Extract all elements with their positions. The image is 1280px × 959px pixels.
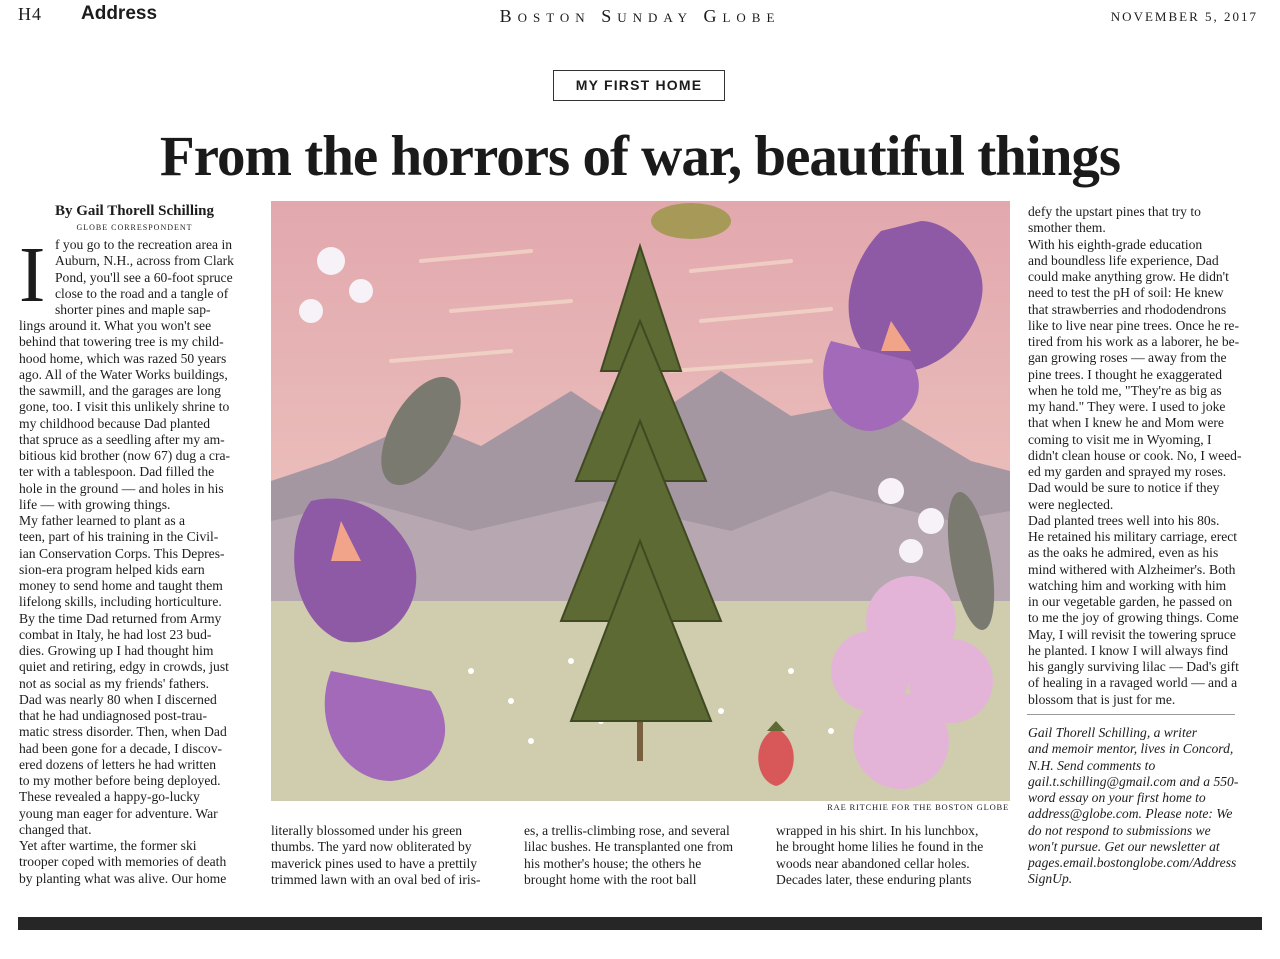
headline: From the horrors of war, beautiful things bbox=[159, 125, 1121, 188]
column-1-body: lings around it. What you won't see behind that towering tree is my child- hood home, which was razed 50 years ago. All of the Water Works buildings, the sawmill, and the garages are long gone, too. I visit this unlikely shrine to my childhood because Dad planted that spruce as a seedling after my am- bitious kid brother (now 67) dug a cra- ter with a tablespoon. Dad filled the hole in the ground — and holes in his life — with growing things. My father learned to plant as a teen, part of his training in the Civil- ian Conservation Corps. This Depres- sion-era program helped kids earn money to send home and taught them lifelong skills, including horticulture. By the time Dad returned from Army combat in Italy, he had lost 23 bud- dies. Growing up I had thought him quiet and retiring, edgy in crowds, just not as social as my friends' fathers. Dad was nearly 80 when I discerned that he had undiagnosed post-trau- matic stress disorder. Then, when Dad had been gone for a decade, I discov- ered dozens of letters he had written to my mother before being deployed. These revealed a happy-go-lucky young man eager for adventure. War changed that. Yet after wartime, the former ski trooper coped with memories of death by planting what was alive. Our home bbox=[19, 318, 231, 886]
masthead: Boston Sunday Globe bbox=[499, 6, 781, 26]
publication-date: NOVEMBER 5, 2017 bbox=[1110, 9, 1258, 24]
section-title: Address bbox=[81, 3, 158, 24]
drop-cap: I bbox=[19, 232, 46, 319]
column-2: literally blossomed under his green thumbs. The yard now obliterated by maverick pines used to have a prettily trimmed lawn with an oval bed of iris- bbox=[271, 823, 481, 887]
kicker-box: MY FIRST HOME bbox=[553, 70, 725, 101]
column-1-lead: f you go to the recreation area in Auburn, N.H., across from Clark Pond, you'll see a 60-foot spruce close to the road and a tangle of shorter pines and maple sap- bbox=[55, 237, 234, 317]
column-4: wrapped in his shirt. In his lunchbox, he brought home lilies he found in the woods near abandoned cellar holes. Decades later, these enduring plants bbox=[776, 823, 984, 887]
column-3: es, a trellis-climbing rose, and several lilac bushes. He transplanted one from his mother's house; the others he brought home with the root ball bbox=[524, 823, 734, 887]
illustration-credit: RAE RITCHIE FOR THE BOSTON GLOBE bbox=[827, 802, 1009, 812]
page-number: H4 bbox=[18, 4, 42, 24]
byline: By Gail Thorell Schilling bbox=[54, 203, 215, 219]
byline-credit: GLOBE CORRESPONDENT bbox=[76, 223, 193, 232]
illustration bbox=[271, 201, 1010, 801]
tagline-divider bbox=[1027, 714, 1235, 715]
footer-bar bbox=[18, 917, 1262, 930]
author-tagline: Gail Thorell Schilling, a writer and memoir mentor, lives in Concord, N.H. Send comments to gail.t.schilling@gmail.com and a 550- word essay on your first home to address@globe.com. Please note: We do not respond to submissions we won't pursue. Get our newsletter at pages.email.bostonglobe.com/Address SignUp. bbox=[1028, 725, 1239, 887]
column-5: defy the upstart pines that try to smother them. With his eighth-grade education and boundless life experience, Dad could make anything grow. He didn't need to test the pH of soil: He knew that strawberries and rhododendrons like to live near pine trees. Once he re- tired from his work as a laborer, he be- gan growing roses — away from the pine trees. I thought he exaggerated when he told me, "They're as big as my hand." They were. I used to joke that when I knew he and Mom were coming to visit me in Wyoming, I didn't clean house or cook. No, I weed- ed my garden and sprayed my roses. Dad would be sure to notice if they were neglected. Dad planted trees well into his 80s. He retained his military carriage, erect as the oaks he admired, even as his mind withered with Alzheimer's. Both watching him and working with him in our vegetable garden, he passed on to me the joy of growing things. Come May, I will revisit the towering spruce he planted. I know I will always find his gangly surviving lilac — Dad's gift of healing in a ravaged world — and a blossom that is just for me. bbox=[1028, 204, 1242, 707]
